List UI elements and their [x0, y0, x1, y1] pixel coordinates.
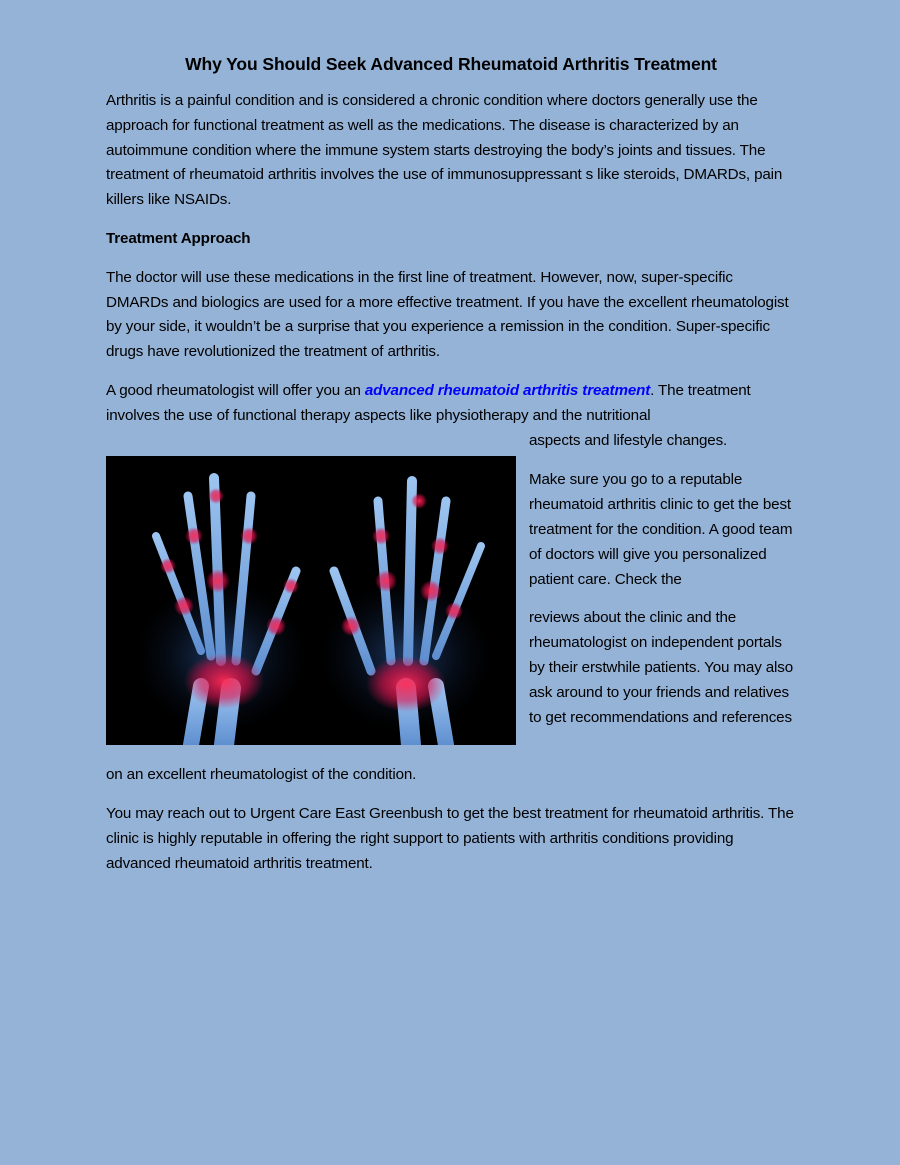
advanced-treatment-link[interactable]: advanced rheumatoid arthritis treatment: [364, 381, 651, 399]
offer-text-after: . The treatment involves the use of functional therapy aspects like physiotherapy and the nutritional: [106, 381, 751, 424]
intro-paragraph: Arthritis is a painful condition and is considered a chronic condition where doctors generally use the approach for functional treatment as well as the medications. The disease is characterized by an autoimmune condition where the immune system starts destroying the body’s joints and tissues. The treatment of rheumatoid arthritis involves the use of immunosuppressant s like steroids, DMARDs, pain killers like NSAIDs.: [106, 92, 783, 209]
side-paragraph-1: Make sure you go to a reputable rheumatoid arthritis clinic to get the best treatment for the condition. A good team of doctors will give you personalized patient care. Check the: [529, 471, 793, 588]
image-with-text: [106, 453, 796, 763]
section-heading: Treatment Approach: [106, 229, 251, 247]
hands-xray-image: [106, 456, 516, 745]
treatment-paragraph: The doctor will use these medications in the first line of treatment. However, now, super-specific DMARDs and biologics are used for a more effective treatment. If you have the excellent rheumatologist by your side, it wouldn’t be a surprise that you experience a remission in the condition. Super-specific drugs have revolutionized the treatment of arthritis.: [106, 268, 789, 361]
document-page: [106, 52, 796, 891]
offer-text-continued: aspects and lifestyle changes.: [529, 431, 728, 449]
page-title: Why You Should Seek Advanced Rheumatoid Arthritis Treatment: [185, 54, 717, 74]
closing-paragraph: You may reach out to Urgent Care East Greenbush to get the best treatment for rheumatoid arthritis. The clinic is highly reputable in offering the right support to patients with arthritis conditions providing advanced rheumatoid arthritis treatment.: [106, 805, 794, 872]
side-paragraph-2: reviews about the clinic and the rheumatologist on independent portals by their erstwhile patients. You may also ask around to your friends and relatives to get recommendations and references: [529, 609, 793, 726]
offer-paragraph: [106, 379, 796, 453]
side-text-column: [529, 468, 799, 730]
after-image-text: on an excellent rheumatologist of the condition.: [106, 766, 417, 784]
offer-text-before: A good rheumatologist will offer you an: [106, 381, 365, 399]
